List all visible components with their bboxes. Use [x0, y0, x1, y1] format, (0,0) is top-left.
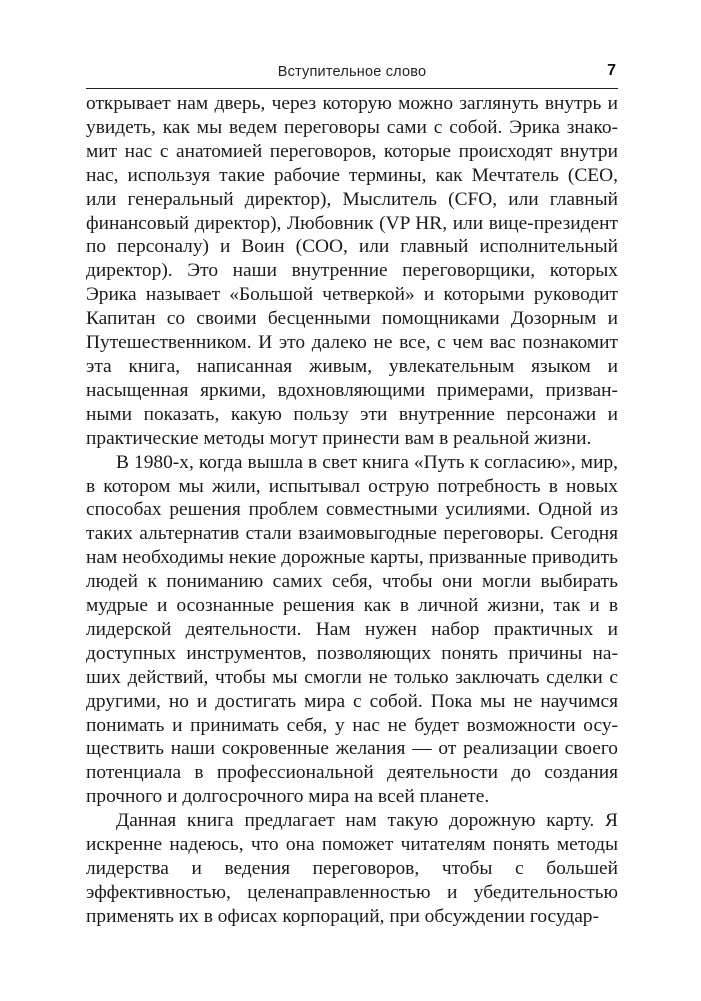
paragraph: Данная книга предлагает нам такую дорожную карту. Я искренне надеюсь, что она поможет читателям понять методы лидерства и ведения переговоров, чтобы с большей эффективностью, целенаправленностью и убедительностью применять их в офисах корпораций, при обсуждении государ-	[86, 810, 618, 927]
paragraph: открывает нам дверь, через которую можно заглянуть внутрь и увидеть, как мы ведем переговоры сами с собой. Эрика знакомит нас с анатомией переговоров, которые происходят внутри нас, используя такие рабочие термины, как Мечтатель (CEO, или генеральный директор), Мыслитель (CFO, или главный финансовый директор), Любовник (VP HR, или вице-президент по персоналу) и Воин (COO, или главный исполнительный директор). Это наши внутренние переговорщики, которых Эрика называет «Большой четверкой» и которыми руководит Капитан со своими бесценными помощниками Дозорным и Путешественником. И это далеко не все, с чем вас познакомит эта книга, написанная живым, увлекательным языком и насыщенная яркими, вдохновляющими примерами, призванными показать, какую пользу эти внутренние персонажи и практические методы могут принести вам в реальной жизни.	[86, 93, 618, 449]
body-text	[86, 92, 618, 929]
paragraph: В 1980-х, когда вышла в свет книга «Путь к согласию», мир, в котором мы жили, испытывал острую потребность в новых способах решения проблем совместными усилиями. Одной из таких альтернатив стали взаимовыгодные переговоры. Сегодня нам необходимы некие дорожные карты, призванные приводить людей к пониманию самих себя, чтобы они могли выбирать мудрые и осознанные решения как в личной жизни, так и в лидерской деятельности. Нам нужен набор практичных и доступных инструментов, позволяющих понять причины наших действий, чтобы мы смогли не только заключать сделки с другими, но и достигать мира с собой. Пока мы не научимся понимать и принимать себя, у нас не будет возможности осуществить наши сокровенные желания — от реализации своего потенциала в профессиональной деятельности до создания прочного и долгосрочного мира на всей планете.	[86, 451, 618, 808]
running-header	[86, 58, 618, 89]
page-number: 7	[607, 62, 616, 79]
chapter-title: Вступительное слово	[277, 64, 427, 80]
